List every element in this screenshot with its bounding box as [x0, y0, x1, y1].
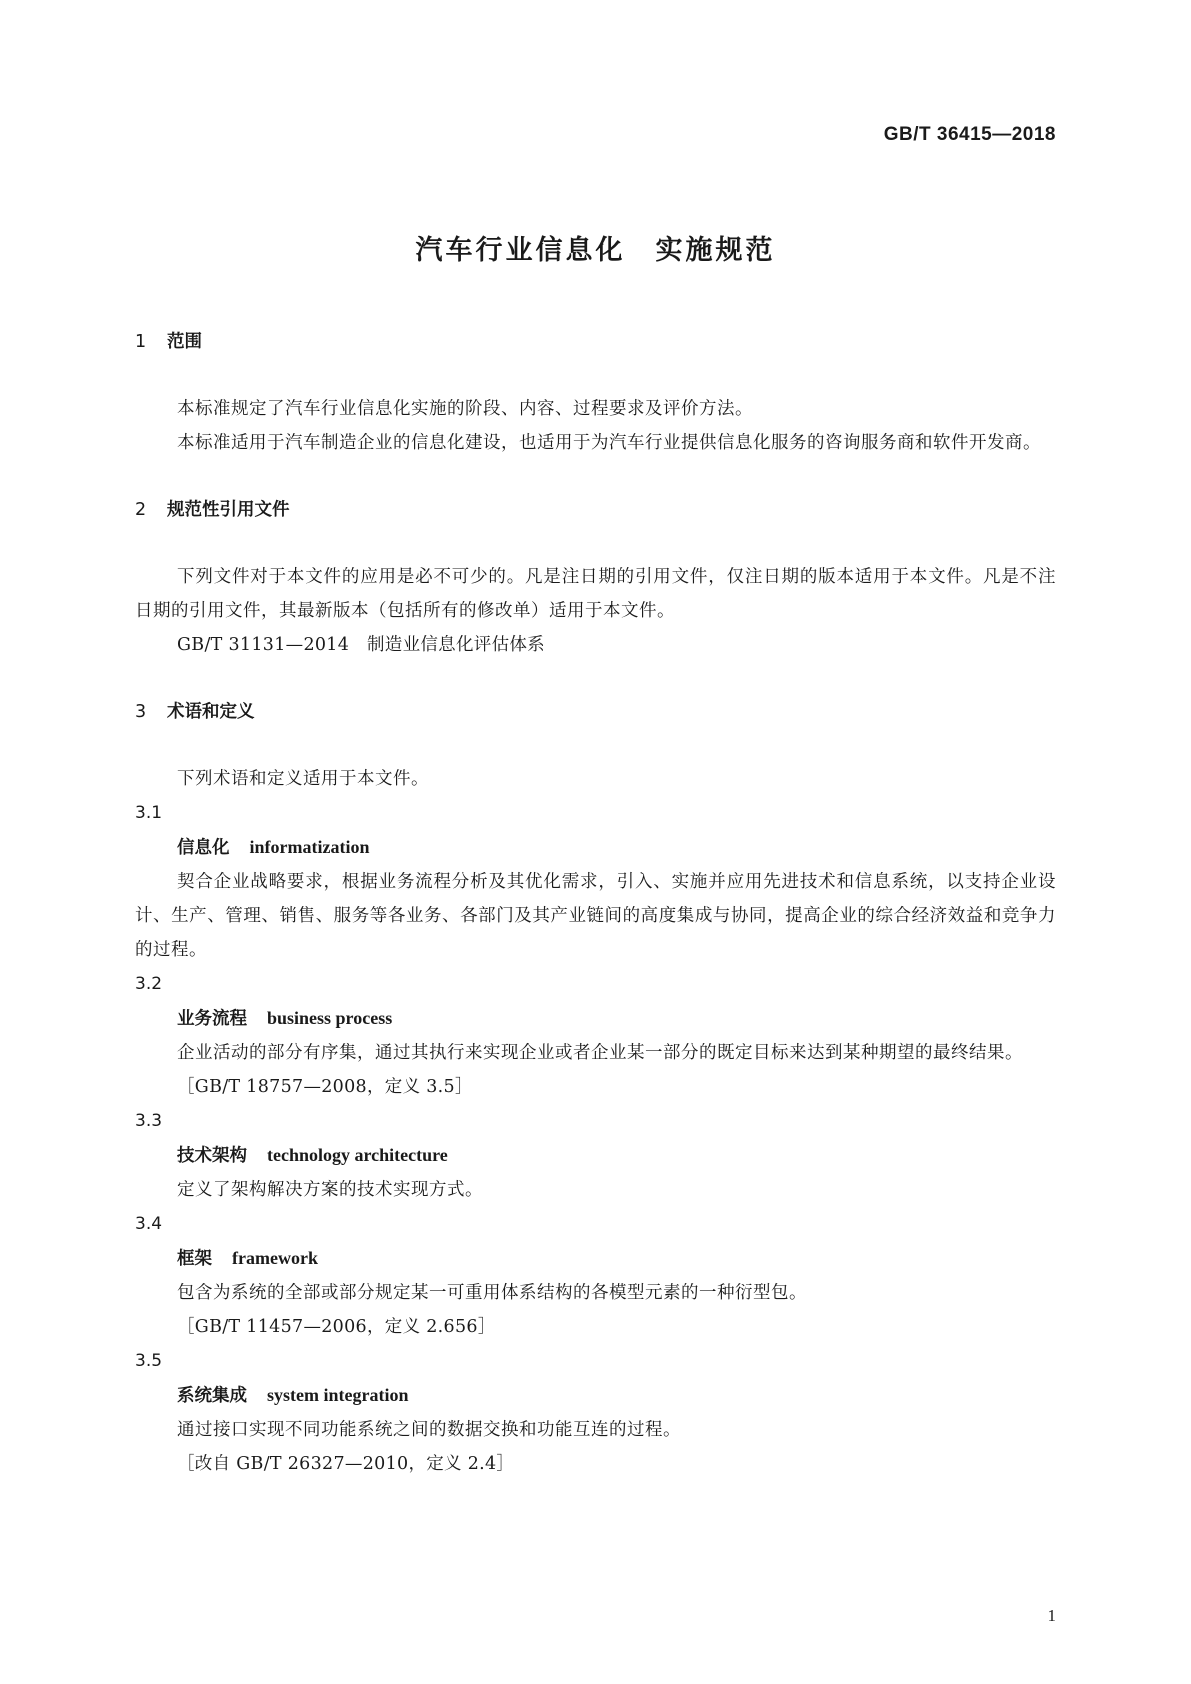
section-number: 2 — [135, 500, 147, 520]
term-en: technology architecture — [267, 1145, 448, 1165]
term-source: ［GB/T 11457—2006，定义 2.656］ — [177, 1317, 496, 1337]
term-definition: 定义了架构解决方案的技术实现方式。 — [177, 1180, 483, 1200]
term-en: framework — [232, 1248, 318, 1268]
term-zh: 框架 — [177, 1249, 212, 1269]
section-title: 范围 — [167, 332, 202, 352]
normative-reference: GB/T 31131—2014 制造业信息化评估体系 — [177, 635, 545, 655]
term-definition: 企业活动的部分有序集，通过其执行来实现企业或者企业某一部分的既定目标来达到某种期望的最终结果。 — [177, 1043, 1023, 1063]
term-entry — [135, 1378, 1056, 1413]
page-number: 1 — [1047, 1606, 1056, 1625]
term-entry — [135, 1138, 1056, 1173]
term-number: 3.4 — [135, 1214, 163, 1234]
term-en: informatization — [249, 837, 370, 857]
paragraph: 下列术语和定义适用于本文件。 — [177, 769, 429, 789]
section-heading-scope — [135, 325, 1056, 359]
term-definition: 包含为系统的全部或部分规定某一可重用体系结构的各模型元素的一种衍型包。 — [177, 1283, 807, 1303]
term-number: 3.3 — [135, 1111, 163, 1131]
section-number: 3 — [135, 702, 147, 722]
term-zh: 业务流程 — [177, 1009, 247, 1029]
term-zh: 技术架构 — [177, 1146, 247, 1166]
term-number: 3.1 — [135, 803, 163, 823]
document-title: 汽车行业信息化 实施规范 — [415, 235, 776, 266]
paragraph: 本标准规定了汽车行业信息化实施的阶段、内容、过程要求及评价方法。 — [177, 399, 753, 419]
term-definition: 通过接口实现不同功能系统之间的数据交换和功能互连的过程。 — [177, 1420, 681, 1440]
term-entry — [135, 1241, 1056, 1276]
section-title: 术语和定义 — [167, 702, 255, 722]
term-number: 3.2 — [135, 974, 163, 994]
section-title: 规范性引用文件 — [167, 500, 290, 520]
section-heading-normative — [135, 493, 1056, 527]
term-number: 3.5 — [135, 1351, 163, 1371]
term-entry — [135, 830, 1056, 865]
standard-code: GB/T 36415—2018 — [883, 124, 1056, 145]
term-zh: 信息化 — [177, 838, 230, 858]
document-body — [135, 325, 1056, 1481]
section-number: 1 — [135, 332, 147, 352]
term-entry — [135, 1001, 1056, 1036]
term-definition: 契合企业战略要求，根据业务流程分析及其优化需求，引入、实施并应用先进技术和信息系统，以支持企业设计、生产、管理、销售、服务等各业务、各部门及其产业链间的高度集成与协同，提高企业的综合经济效益和竞争力的过程。 — [135, 872, 1056, 960]
term-en: business process — [267, 1008, 393, 1028]
term-source: ［改自 GB/T 26327—2010，定义 2.4］ — [177, 1454, 515, 1474]
section-heading-terms — [135, 695, 1056, 729]
paragraph: 本标准适用于汽车制造企业的信息化建设，也适用于为汽车行业提供信息化服务的咨询服务商和软件开发商。 — [177, 433, 1041, 453]
paragraph: 下列文件对于本文件的应用是必不可少的。凡是注日期的引用文件，仅注日期的版本适用于本文件。凡是不注日期的引用文件，其最新版本（包括所有的修改单）适用于本文件。 — [135, 567, 1056, 621]
term-source: ［GB/T 18757—2008，定义 3.5］ — [177, 1077, 473, 1097]
term-en: system integration — [267, 1385, 409, 1405]
term-zh: 系统集成 — [177, 1386, 247, 1406]
